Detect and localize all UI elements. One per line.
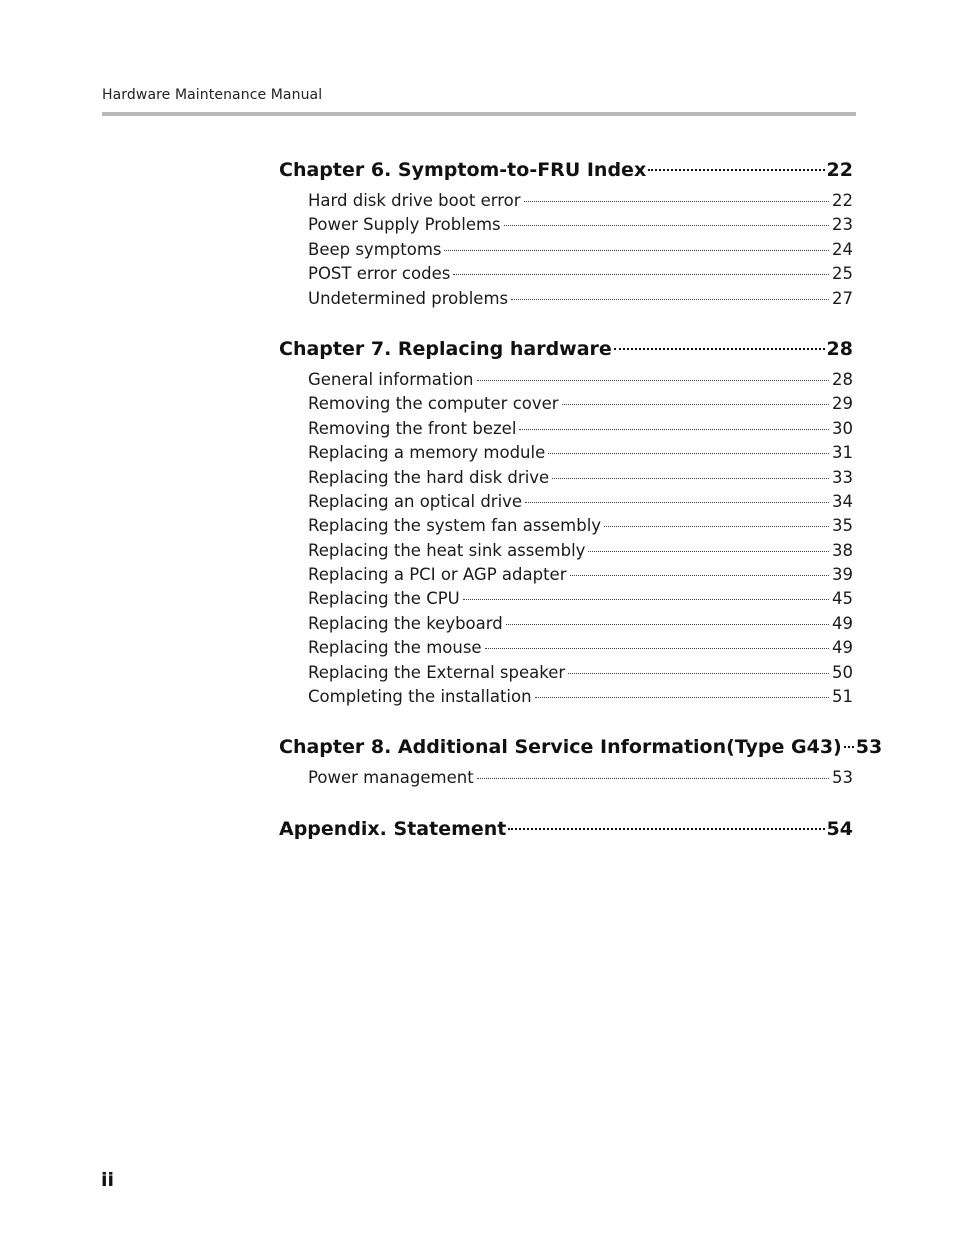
toc-entry-title: Replacing the system fan assembly: [308, 516, 602, 536]
toc-chapter-page: 53: [855, 736, 883, 759]
toc-entry-page: 49: [832, 613, 853, 633]
dot-leader: [648, 169, 824, 171]
toc-entry-page: 23: [832, 215, 853, 235]
toc-entry-page: 38: [832, 540, 853, 560]
toc-entry[interactable]: [279, 189, 853, 213]
dot-leader: [614, 348, 825, 350]
toc-entry-page: 49: [832, 638, 853, 658]
toc-entry-page: 39: [832, 565, 853, 585]
dot-leader: [477, 380, 830, 381]
toc-entry[interactable]: [279, 539, 853, 563]
toc-entry-title: Beep symptoms: [308, 239, 442, 259]
toc-entry-page: 24: [832, 239, 853, 259]
toc-entry-page: 28: [832, 369, 853, 389]
toc-entry[interactable]: [279, 368, 853, 392]
toc-entry-title: Power Supply Problems: [308, 215, 501, 235]
toc-chapter-title: Chapter 6. Symptom-to-FRU Index: [279, 159, 647, 181]
toc-entry[interactable]: [279, 514, 853, 538]
toc-entry-title: Replacing the CPU: [308, 589, 460, 609]
toc-entry[interactable]: [279, 766, 853, 790]
toc-entry-title: Replacing the External speaker: [308, 662, 566, 682]
dot-leader: [485, 648, 829, 649]
toc-entry-page: 53: [832, 768, 853, 788]
toc-chapter-heading[interactable]: [279, 157, 853, 184]
toc-entry[interactable]: [279, 563, 853, 587]
dot-leader: [519, 429, 829, 430]
dot-leader: [508, 828, 824, 830]
toc-chapter: [279, 734, 883, 790]
toc-entry-title: Completing the installation: [308, 687, 532, 707]
toc-entry-page: 35: [832, 516, 853, 536]
toc-entry-page: 22: [832, 191, 853, 210]
dot-leader: [511, 299, 829, 300]
toc-chapter: [279, 157, 853, 311]
toc-chapter-title: Chapter 7. Replacing hardware: [279, 337, 612, 360]
toc-entry-title: Replacing the mouse: [308, 638, 482, 658]
toc-entry-title: Replacing the keyboard: [308, 613, 503, 633]
toc-entry[interactable]: [279, 417, 853, 441]
toc-entry-title: Replacing an optical drive: [308, 491, 523, 511]
toc-entry-page: 25: [832, 264, 853, 284]
toc-entry[interactable]: [279, 612, 853, 636]
dot-leader: [552, 478, 829, 479]
toc-entry-page: 29: [832, 394, 853, 414]
toc-entry[interactable]: [279, 636, 853, 660]
dot-leader: [504, 225, 829, 226]
dot-leader: [548, 453, 829, 454]
table-of-contents: [279, 157, 883, 868]
toc-entry[interactable]: [279, 587, 853, 611]
header-rule: [102, 112, 856, 116]
toc-entry-title: Replacing a PCI or AGP adapter: [308, 565, 567, 585]
toc-entry-page: 30: [832, 418, 853, 438]
dot-leader: [444, 250, 829, 251]
toc-entry-title: Hard disk drive boot error: [308, 191, 521, 210]
dot-leader: [525, 502, 829, 503]
toc-entry-page: 51: [832, 687, 853, 707]
dot-leader: [524, 201, 829, 202]
dot-leader: [463, 599, 829, 600]
dot-leader: [535, 697, 829, 698]
toc-entry-title: Removing the computer cover: [308, 394, 559, 414]
toc-entry-page: 33: [832, 467, 853, 487]
toc-entry-title: Removing the front bezel: [308, 418, 517, 438]
dot-leader: [604, 526, 829, 527]
toc-entry[interactable]: [279, 238, 853, 262]
dot-leader: [477, 778, 829, 779]
toc-entry-title: Replacing a memory module: [308, 443, 546, 463]
dot-leader: [570, 575, 830, 576]
dot-leader: [844, 746, 854, 748]
running-header: Hardware Maintenance Manual: [102, 87, 323, 103]
toc-entry-page: 31: [832, 443, 853, 463]
toc-entry[interactable]: [279, 213, 853, 237]
dot-leader: [453, 274, 829, 275]
dot-leader: [506, 624, 829, 625]
toc-entry[interactable]: [279, 262, 853, 286]
toc-entry-page: 45: [832, 589, 853, 609]
toc-chapter-heading[interactable]: [279, 336, 853, 363]
dot-leader: [562, 404, 829, 405]
toc-entry-title: Replacing the heat sink assembly: [308, 540, 586, 560]
toc-chapter-title: Chapter 8. Additional Service Information(Type G43): [279, 736, 842, 759]
toc-chapter-title: Appendix. Statement: [279, 817, 507, 840]
toc-entry-title: Replacing the hard disk drive: [308, 467, 550, 487]
toc-chapter-heading[interactable]: [279, 816, 853, 843]
toc-chapter-page: 28: [826, 337, 853, 360]
page-number: ii: [101, 1169, 115, 1191]
toc-entry[interactable]: [279, 661, 853, 685]
toc-entry-page: 50: [832, 662, 853, 682]
toc-chapter: [279, 816, 853, 843]
toc-chapter: [279, 336, 853, 709]
toc-entry[interactable]: [279, 287, 853, 311]
toc-entry-page: 27: [832, 288, 853, 308]
toc-entry[interactable]: [279, 392, 853, 416]
toc-chapter-page: 54: [826, 817, 853, 840]
toc-chapter-page: 22: [826, 159, 853, 181]
dot-leader: [588, 551, 829, 552]
toc-entry-title: Undetermined problems: [308, 288, 509, 308]
toc-chapter-heading[interactable]: [279, 734, 883, 761]
toc-entry[interactable]: [279, 490, 853, 514]
toc-entry[interactable]: [279, 685, 853, 709]
toc-entry-title: Power management: [308, 768, 474, 788]
dot-leader: [568, 673, 829, 674]
toc-entry[interactable]: [279, 466, 853, 490]
toc-entry-title: General information: [308, 369, 474, 389]
toc-entry-title: POST error codes: [308, 264, 451, 284]
toc-entry[interactable]: [279, 441, 853, 465]
toc-entry-page: 34: [832, 491, 853, 511]
